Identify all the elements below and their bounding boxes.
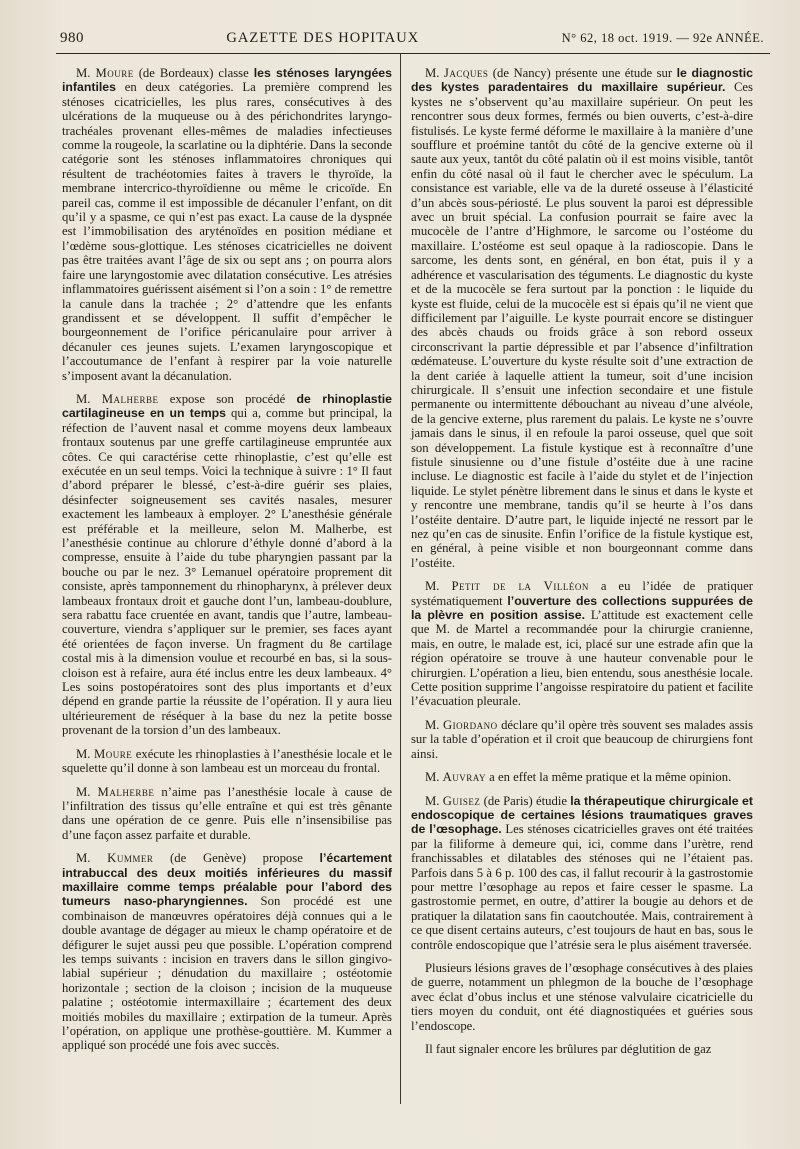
highlighted-topic: l’ouverture des collections suppurées de la plèvre en position assise. (411, 593, 753, 623)
author-name: Guisez (442, 793, 481, 808)
paragraph: Plusieurs lésions graves de l’œsophage consécutives à des plaies de guerre, notamment un phlegmon de la bouche de l’œsophage avec éclat d’obus inclus et une sténose valvulaire cicatricielle du tiers moyen du conduit, ont été diagnostiquées et guéries sous l’endoscope. (411, 960, 753, 1033)
paragraph: M. Jacques (de Nancy) présente une étude sur le diagnostic des kystes paradentaires du maxillaire supérieur. Ces kystes ne s’observent qu’au maxillaire supérieur. On peut les rencontrer sous deux formes, fermés ou bien ouverts, c’est-à-dire fistulisés. Le kyste fermé déforme le maxillaire à la manière d’une soufflure et proémine tantôt du côté de la gencive externe où il saute aux yeux, tantôt du côté palatin où il est moins visible, tantôt enfin du côté nasal où il faut le chercher avec le spéculum. La consistance est variable, elle va de la dureté osseuse à l’élasticité d’un abcès sous-périosté. Le plus souvent la paroi est dépressible avec un bruit spécial. La confusion pourrait se faire avec la mucocèle de l’antre d’Highmore, le sarcome ou l’ostéome du maxillaire. L’ostéome est seul opaque à la radioscopie. Dans le sarcome, les dents sont, en général, en bon état, puis il y a adhérence et vascularisation des téguments. Le diagnostic du kyste et de la mucocèle se fera surtout par la ponction : le liquide du kyste est fluide, celui de la mucocèle est si épais qu’il ne vient que difficilement par l’aiguille. Le kyste pourrait encore se distinguer des abcès chauds ou froids grâce à son rebord osseux circonscrivant la partie dépressible et par l’absence d’infiltration œdémateuse. L’ouverture du kyste résulte soit d’une extraction de la dent cariée à laquelle attient la tumeur, soit d’une incision chirurgicale. Il s’ensuit une infection secondaire et une fistule permanente ou intermittente débouchant au niveau d’une alvéole, de la gencive externe, plus rarement du palais. Le kyste ne s’ouvre jamais dans le sinus, il en refoule la paroi osseuse, quel que soit son développement. La fistule kystique est à reconnaître d’une fistule sinusienne ou d’une fistule d’ostéite due à une racine incluse. Le diagnostic est facile à l’aide du stylet et de l’injection liquide. Le stylet pénètre librement dans le sinus et dans le kyste et y rencontre une membrane, tandis qu’il se heurte à l’os dans l’ostéite dentaire. D’autre part, le liquide injecté ne ressort par le nez qu’en cas de sinusite. Enfin l’orifice de la fistule kystique est, en général, à peine visible et non bourgeonnant comme dans l’ostéite. (411, 66, 754, 570)
highlighted-topic: l’écartement intrabuccal des deux moitiés inférieures du massif maxillaire comme temps préalable pour l’abord des tumeurs naso-pharyngiennes. (62, 851, 392, 909)
paragraph: M. Auvray a en effet la même pratique et la même opinion. (425, 770, 732, 785)
author-name: Malherbe (101, 391, 159, 406)
paragraph: M. Giordano déclare qu’il opère très souvent ses malades assis sur la table d’opération et il croit que beaucoup de chirurgiens font ainsi. (411, 717, 754, 761)
right-column (401, 54, 755, 1104)
paragraph: M. Moure exécute les rhinoplasties à l’anesthésie locale et le squelette qu’il donne à son lambeau est un morceau du frontal. (62, 746, 392, 776)
paragraph: M. Moure (de Bordeaux) classe les sténoses laryngées infantiles en deux catégories. La première comprend les sténoses cicatricielles, les plus rares, consécutives à des ulcérations de la muqueuse ou à des périchondrites laryngo-trachéales provenant elles-mêmes de maladies infectieuses comme la rougeole, la scarlatine ou la diphtérie. Dans la seconde catégorie sont les sténoses inflammatoires chroniques qui résultent de trachéotomies faites à travers le thyroïde, la membrane intercrico-thyroïdienne ou même le cricoïde. En pareil cas, comme il est impossible de décanuler l’enfant, on dit qu’il y a spasme, ce qui n’est pas exact. La cause de la dyspnée est l’immobilisation des aryténoïdes en position médiane et l’œdème sous-glottique. Les sténoses cicatricielles ne doivent pas être traitées avant l’âge de six ou sept ans ; on pourra alors faire une laryngostomie avec dilatation consécutive. Les atrésies inflammatoires guérissent aisément si l’on a soin : 1° de remettre la canule dans la trachée ; 2° d’attendre que les enfants grandissent et se développent. Il suffit d’empêcher le bourgeonnement de l’orifice péricanulaire pour arriver à décanuler ces jeunes sujets. L’examen laryngoscopique et l’accoutumance de l’enfant à respirer par la voie naturelle s’imposent avant la décanulation. (62, 66, 392, 383)
paragraph: M. Guisez (de Paris) étudie la thérapeutique chirurgicale et endoscopique de certaines lésions traumatiques graves de l’œsophage. Les sténoses cicatricielles graves ont été traitées par la filiforme à demeure qui, ici, comme dans l’urètre, rend franchissables et dilatables des sténoses qui ne l’étaient pas. Parfois dans 5 à 6 p. 100 des cas, il fallut recourir à la gastrostomie pour mettre l’œsophage au repos et faire cesser le spasme. La gastrostomie permet, en outre, d’attirer la bougie au dehors et de pratiquer la dilatation sans fin caoutchoutée. Mais, contrairement à ce que disent certains auteurs, c’est toujours de haut en bas, sous le contrôle endoscopique que l’atrésie sera le plus aisément traversée. (411, 793, 754, 952)
author-name: Moure (93, 746, 133, 761)
highlighted-topic: de rhinoplastie cartilagineuse en un temps (62, 391, 392, 421)
paragraph: M. Malherbe n’aime pas l’anesthésie locale à cause de l’infiltration des tissus qu’elle entraîne et qui est très gênante dans une opération de ce genre. Puis elle n’insensibilise pas d’une façon assez parfaite et durable. (62, 784, 392, 842)
highlighted-topic: les sténoses laryngées infantiles (62, 66, 392, 95)
author-name: Moure (95, 66, 134, 80)
author-name: Malherbe (97, 784, 155, 799)
author-name: Giordano (442, 717, 498, 732)
highlighted-topic: le diagnostic des kystes paradentaires du maxillaire supérieur. (411, 66, 754, 95)
highlighted-topic: la thérapeutique chirurgicale et endoscopique de certaines lésions traumatiques graves de l’œsophage. (411, 793, 753, 837)
journal-title: GAZETTE DES HOPITAUX (226, 30, 420, 46)
paragraph: M. Petit de la Villéon a eu l’idée de pratiquer systématiquement l’ouverture des collections suppurées de la plèvre en position assise. L’attitude est exactement celle que M. de Martel a recommandée pour la chirurgie cranienne, mais, en outre, le malade est, ici, placé sur une estrade afin que la région opératoire se trouve à une hauteur convenable pour le chirurgien. L’opération a lieu, bien entendu, sous anesthésie locale. Cette position supprime l’angoisse respiratoire du patient et facilite l’évacuation pleurale. (411, 579, 753, 709)
paragraph: M. Kummer (de Genève) propose l’écartement intrabuccal des deux moitiés inférieures du massif maxillaire comme temps préalable pour l’abord des tumeurs naso-pharyngiennes. Son procédé est une combinaison de manœuvres opératoires déjà connues qui a le double avantage de dégager au mieux le champ opératoire et de défigurer le sujet aussi peu que possible. L’opération comprend les temps suivants : incision en travers dans le sillon gingivo-labial supérieur ; dénudation du maxillaire ; ostéotomie horizontale ; section de la cloison ; incision de la muqueuse palatine ; ostéotomie intermaxillaire ; écartement des deux moitiés mobiles du maxillaire ; extirpation de la tumeur. Après l’opération, on applique une prothèse-gouttière. M. Kummer a appliqué son procédé une fois avec succès. (62, 851, 393, 1053)
page-number: 980 (60, 30, 84, 46)
author-name: Jacques (443, 66, 489, 80)
running-header (56, 22, 770, 47)
paragraph: M. Malherbe expose son procédé de rhinoplastie cartilagineuse en un temps qui a, comme but principal, la réfection de l’auvent nasal et comme moyens deux lambeaux frontaux soutenus par une greffe cartilagineuse empruntée aux côtes. Ce qui caractérise cette rhinoplastie, c’est qu’elle est exécutée en un seul temps. Voici la technique à suivre : 1° Il faut d’abord préparer le blessé, c’est-à-dire guérir ses plaies, désinfecter soigneusement ses cavités nasales, mesurer exactement les lambeaux à employer. 2° L’anesthésie générale est préférable et la meilleure, selon M. Malherbe, est l’anesthésie continue au chlorure d’éthyle donné d’abord à la compresse, ensuite à l’aide du tube pharyngien passant par la bouche ou par le nez. 3° Lemanuel opératoire proprement dit consiste, après tamponnement du rhinopharynx, à prélever deux lambeaux frontaux droit et gauche dont l’un, lambeau-doublure, sera rabattu face cruentée en avant, tandis que l’autre, lambeau-couverture, viendra s’appliquer sur le premier, ses faces ayant été orientées de façon inverse. Un fragment du 8e cartilage costal mis à la dimension voulue et recourbé en bas, si la sous-cloison est à refaire, aura été inclus entre les deux lambeaux. 4° Les soins postopératoires sont des plus importants et d’eux dépend en grande partie la réussite de l’opération. Il y aura lieu ultérieurement de réséquer à la base du nez la petite bosse provenant de la torsion d’un des lambeaux. (62, 391, 392, 738)
author-name: Auvray (442, 770, 486, 785)
author-name: Petit de la Villéon (451, 579, 589, 594)
issue-info: N° 62, 18 oct. 1919. — 92e ANNÉE. (561, 31, 764, 45)
author-name: Kummer (107, 851, 154, 866)
columns (56, 54, 770, 1104)
left-column (56, 54, 400, 1104)
paragraph: Il faut signaler encore les brûlures par déglutition de gaz (425, 1042, 712, 1056)
